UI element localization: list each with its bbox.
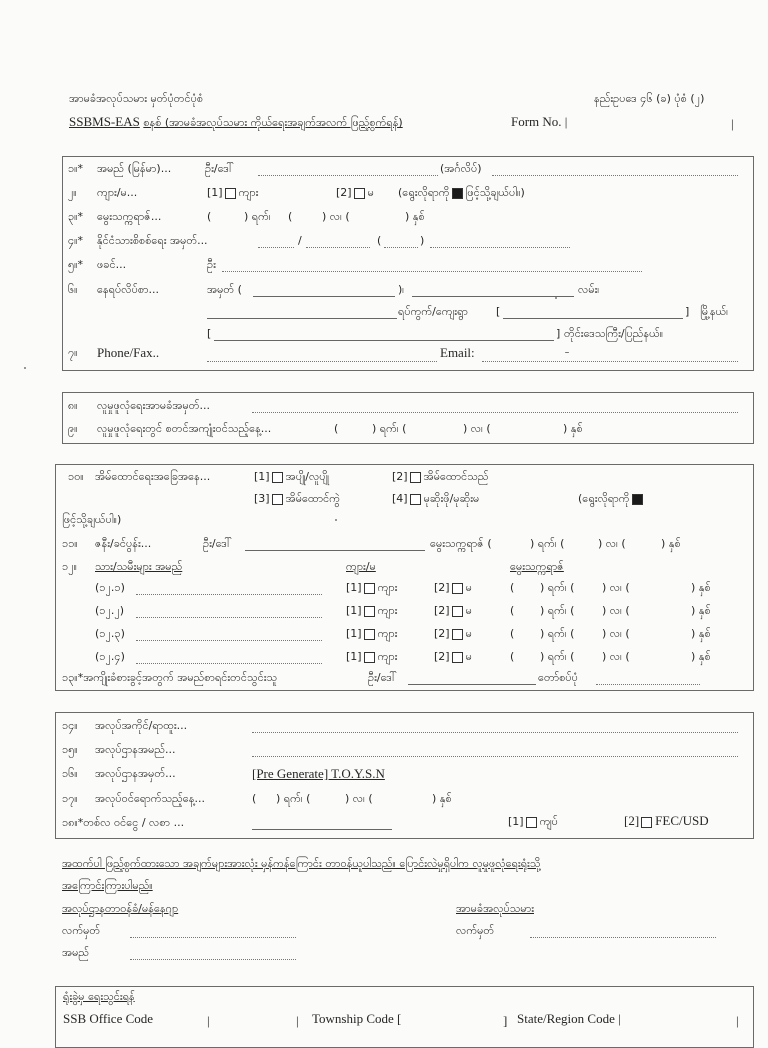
- child-day-unit: ) ရက်၊ (: [540, 627, 575, 640]
- dob-label: မွေးသက္ကရာဇ်...: [97, 210, 162, 223]
- row11-number: ၁၁။: [62, 537, 78, 550]
- option-number: [1]: [346, 604, 362, 617]
- child-male-checkbox[interactable]: [364, 629, 375, 640]
- dob-open-paren: (: [207, 210, 212, 223]
- option-text: အိမ်ထောင်ကွဲ: [285, 492, 340, 505]
- option-text: ကျား: [377, 581, 398, 594]
- option-text: မ: [465, 627, 472, 640]
- employer-sign-field[interactable]: [130, 926, 296, 938]
- dob-year-field[interactable]: [362, 212, 402, 223]
- dob-month-field[interactable]: [294, 212, 318, 223]
- dob-text: မွေးသက္ကရာဇ်: [430, 537, 484, 550]
- name-english-label: (အင်္ဂလိပ်): [440, 162, 482, 175]
- ssb-office-code-open: |: [207, 1013, 210, 1028]
- father-name-field[interactable]: [222, 260, 642, 272]
- father-prefix: ဦး: [207, 258, 216, 271]
- child-name-field[interactable]: [136, 583, 322, 595]
- unit-text: ရက်၊: [537, 537, 557, 550]
- workplace-number-value: [Pre Generate] T.O.Y.S.N: [252, 766, 385, 781]
- child-day-unit: ) ရက်၊ (: [540, 581, 575, 594]
- child-index: (၁၂.၃): [95, 627, 125, 640]
- option-number: [2]: [434, 650, 450, 663]
- scan-speck: [24, 367, 26, 369]
- unit-text: ရက်၊: [379, 422, 399, 435]
- filled-box-icon: [452, 188, 463, 199]
- nrc-slash: /: [298, 234, 302, 247]
- spouse-name-field[interactable]: [245, 539, 425, 551]
- children-label: သား/သမီးများ အမည်: [95, 560, 183, 573]
- declaration-line-1: အထက်ပါ ဖြည့်စွက်ထားသော အချက်များအားလုံး မှန်ကန်ကြောင်း တာဝန်ယူပါသည်။ ပြောင်းလဲမှုရှိပါက လူမှုဖူလုံရေးရုံးသို့: [62, 857, 541, 870]
- gender-option-male[interactable]: [207, 186, 258, 202]
- state-region-code-label: State/Region Code |: [517, 1011, 621, 1026]
- declaration-line-2: အကြောင်းကြားပါမည်။: [62, 879, 153, 892]
- child-gender-female[interactable]: [434, 581, 472, 597]
- coverage-year-field[interactable]: [500, 424, 560, 435]
- child-gender-male[interactable]: [346, 650, 397, 666]
- option-text: ကျား: [238, 186, 259, 199]
- currency-option-kyat[interactable]: [508, 815, 558, 831]
- option-number: [2]: [624, 813, 640, 828]
- option-number: [2]: [434, 604, 450, 617]
- child-gender-female[interactable]: [434, 604, 472, 620]
- father-label: ဖခင်...: [97, 258, 127, 271]
- dob-open-paren: (: [288, 210, 293, 223]
- nrc-label: နိုင်ငံသားစိစစ်ရေး အမှတ်...: [97, 234, 208, 247]
- house-no-text: အမှတ်: [207, 283, 235, 296]
- occupation-label: အလုပ်အကိုင်/ရာထူး...: [95, 719, 188, 732]
- nrc-type-close: ): [420, 234, 425, 247]
- child-index: (၁၂.၂): [95, 604, 125, 617]
- worker-sign-label: လက်မှတ်: [456, 924, 495, 937]
- row6-number: ၆။: [68, 283, 78, 296]
- phone-fax-label: Phone/Fax..: [97, 345, 160, 360]
- name-myanmar-field[interactable]: [258, 164, 438, 176]
- township-code-close: ]: [503, 1013, 508, 1028]
- instruction-text: (ရွေးလိုရာကို: [578, 492, 630, 505]
- coverage-start-label: လူမှုဖူလုံရေးတွင် စတင်အကျုံးဝင်သည့်နေ့...: [97, 422, 272, 435]
- form-no-field[interactable]: [582, 116, 727, 127]
- divorced-checkbox[interactable]: [272, 494, 283, 505]
- phone-fax-field[interactable]: [207, 350, 437, 362]
- email-field[interactable]: [482, 350, 738, 362]
- row4-number: ၄။*: [68, 234, 84, 247]
- workplace-name-field[interactable]: [252, 745, 738, 757]
- child-gender-female[interactable]: [434, 627, 472, 643]
- street-field[interactable]: [412, 285, 574, 297]
- child-female-checkbox[interactable]: [452, 629, 463, 640]
- employment-start-label: အလုပ်ဝင်ရောက်သည့်နေ့...: [95, 792, 205, 805]
- option-number: [2]: [392, 470, 408, 483]
- selection-instruction: [398, 186, 525, 202]
- form-no-label: Form No. |: [511, 114, 568, 129]
- unit-text: ရက်၊: [283, 792, 303, 805]
- marital-option-widowed[interactable]: [392, 492, 479, 508]
- nrc-number-field[interactable]: [430, 236, 570, 248]
- female-checkbox[interactable]: [354, 188, 365, 199]
- row5-number: ၅။*: [68, 258, 84, 271]
- workplace-number-label: အလုပ်ဌာနအမှတ်...: [95, 767, 176, 780]
- filled-box-icon: [632, 494, 643, 505]
- form-code-line: [69, 114, 403, 132]
- child-day-unit: ) ရက်၊ (: [540, 604, 575, 617]
- child-index: (၁၂.၁): [95, 581, 125, 594]
- male-checkbox[interactable]: [225, 188, 236, 199]
- scan-speck: [555, 297, 557, 299]
- workplace-name-label: အလုပ်ဌာနအမည်...: [95, 743, 176, 756]
- option-number: [1]: [207, 186, 223, 199]
- option-text: အိမ်ထောင်သည်: [423, 470, 489, 483]
- coverage-open: (: [334, 422, 339, 435]
- dob-day-unit: ) ရက်၊: [244, 210, 271, 223]
- spouse-label: ဇနီး/ခင်ပွန်း...: [95, 537, 152, 550]
- children-gender-header: ကျား/မ: [346, 560, 376, 573]
- child-gender-male[interactable]: [346, 581, 397, 597]
- unit-text: လ၊: [352, 792, 365, 805]
- form-no-end: |: [731, 116, 734, 131]
- unit-text: နှစ်: [570, 422, 583, 435]
- beneficiary-label: ၁၃။*အကျိုးခံစားခွင့်အတွက် အမည်စာရင်းတင်သွင်းသူ: [62, 671, 278, 684]
- region-field[interactable]: [214, 329, 554, 341]
- child-gender-male[interactable]: [346, 627, 397, 643]
- office-use-title: ရုံးခွဲမှ ရေးသွင်းရန်: [63, 990, 135, 1003]
- option-number: [1]: [346, 627, 362, 640]
- instruction-text: ဖြင့်သို့ချယ်ပါ။): [465, 186, 525, 199]
- township-code-label: Township Code [: [312, 1011, 402, 1026]
- nrc-type-field[interactable]: [384, 236, 418, 248]
- unit-text: လ၊: [609, 581, 622, 594]
- option-number: [2]: [434, 627, 450, 640]
- coverage-day-field[interactable]: [340, 424, 368, 435]
- township-label: မြို့နယ်၊: [700, 305, 728, 318]
- occupation-field[interactable]: [252, 721, 738, 733]
- row12-number: ၁၂။: [62, 560, 77, 573]
- rule-reference: နည်းဥပဒေ ၄၆ (ခ) ပုံစံ (၂): [594, 92, 705, 105]
- option-text: မုဆိုးဖို/မုဆိုးမ: [423, 492, 480, 505]
- ssb-office-code-close: |: [296, 1013, 299, 1028]
- row2-number: ၂။: [68, 186, 77, 199]
- unit-text: နှစ်: [698, 627, 711, 640]
- child-dob-open: (: [510, 627, 515, 640]
- employment-start-open: (: [252, 792, 257, 805]
- child-month-unit: ) လ၊ (: [602, 650, 630, 663]
- married-checkbox[interactable]: [410, 472, 421, 483]
- option-text: ကျား: [377, 650, 398, 663]
- marital-instruction: [578, 492, 646, 508]
- option-text: မ: [367, 186, 374, 199]
- widowed-checkbox[interactable]: [410, 494, 421, 505]
- kyat-checkbox[interactable]: [526, 817, 537, 828]
- street-label: လမ်း၊: [578, 283, 600, 296]
- spouse-year-unit: ) နှစ်: [661, 537, 681, 550]
- ward-field[interactable]: [207, 307, 397, 319]
- coverage-year-unit: ) နှစ်: [563, 422, 583, 435]
- unit-text: ရက်၊: [547, 581, 567, 594]
- option-text: မ: [465, 604, 472, 617]
- option-number: [2]: [336, 186, 352, 199]
- beneficiary-prefix: ဦး/ဒေါ်: [368, 671, 397, 684]
- gender-label: ကျား/မ...: [97, 186, 138, 199]
- spouse-prefix: ဦး/ဒေါ်: [203, 537, 232, 550]
- spouse-day-unit: ) ရက်၊ (: [530, 537, 565, 550]
- child-year-unit: ) နှစ်: [691, 581, 711, 594]
- township-open: [: [496, 305, 501, 318]
- option-number: [3]: [254, 492, 270, 505]
- ssb-number-field[interactable]: [252, 401, 738, 413]
- worker-sign-field[interactable]: [530, 926, 716, 938]
- option-text: မ: [465, 650, 472, 663]
- nrc-township-field[interactable]: [306, 236, 370, 248]
- option-text: ကျပ်: [539, 815, 559, 828]
- unit-text: နှစ်: [698, 604, 711, 617]
- child-male-checkbox[interactable]: [364, 652, 375, 663]
- name-english-field[interactable]: [492, 164, 738, 176]
- children-dob-header: မွေးသက္ကရာဇ်: [510, 560, 564, 573]
- beneficiary-name-field[interactable]: [408, 673, 536, 685]
- unit-text: နှစ်: [698, 650, 711, 663]
- child-year-unit: ) နှစ်: [691, 627, 711, 640]
- ssb-number-label: လူမှုဖူလုံရေးအာမခံအမှတ်...: [97, 399, 210, 412]
- instruction-text: (ရွေးလိုရာကို: [398, 186, 450, 199]
- employment-year-unit: ) နှစ်: [432, 792, 452, 805]
- unit-text: ရက်၊: [251, 210, 271, 223]
- row1-number: ၁။*: [68, 162, 84, 175]
- unit-text: လ၊: [609, 627, 622, 640]
- row14-number: ၁၄။: [62, 719, 78, 732]
- fec-usd-checkbox[interactable]: [641, 817, 652, 828]
- child-year-unit: ) နှစ်: [691, 650, 711, 663]
- unit-text: လ၊: [609, 604, 622, 617]
- nrc-state-field[interactable]: [258, 236, 294, 248]
- row15-number: ၁၅။: [62, 743, 78, 756]
- employment-day-unit: ) ရက်၊ (: [276, 792, 311, 805]
- unit-text: နှစ်: [412, 210, 425, 223]
- insured-worker-label: အာမခံအလုပ်သမား: [456, 902, 535, 915]
- row16-number: ၁၆။: [62, 767, 78, 780]
- house-no-label: အမှတ် (: [207, 283, 242, 296]
- region-label: တိုင်းဒေသကြီး/ပြည်နယ်။: [564, 327, 664, 340]
- spouse-month-unit: ) လ၊ (: [598, 537, 626, 550]
- single-checkbox[interactable]: [272, 472, 283, 483]
- row8-number: ၈။: [68, 399, 78, 412]
- office-use-section: [55, 986, 754, 1048]
- unit-text: လ၊: [609, 650, 622, 663]
- child-female-checkbox[interactable]: [452, 583, 463, 594]
- unit-text: လ၊: [329, 210, 342, 223]
- row3-number: ၃။*: [68, 210, 84, 223]
- coverage-month-unit: ) လ၊ (: [463, 422, 491, 435]
- unit-text: နှစ်: [698, 581, 711, 594]
- child-male-checkbox[interactable]: [364, 606, 375, 617]
- unit-text: လ၊: [470, 422, 483, 435]
- unit-text: နှစ်: [439, 792, 452, 805]
- marital-option-divorced[interactable]: [254, 492, 340, 508]
- currency-option-fec[interactable]: [624, 813, 709, 829]
- child-index: (၁၂.၄): [95, 650, 125, 663]
- spouse-dob-label: မွေးသက္ကရာဇ် (: [430, 537, 492, 550]
- unit-text: ရက်၊: [547, 604, 567, 617]
- child-dob-open: (: [510, 581, 515, 594]
- option-number: [4]: [392, 492, 408, 505]
- option-text: ကျား: [377, 627, 398, 640]
- child-gender-female[interactable]: [434, 650, 472, 666]
- region-close: ]: [556, 327, 561, 340]
- house-no-field[interactable]: [253, 285, 395, 297]
- option-number: [1]: [254, 470, 270, 483]
- row7-number: ၇။: [68, 346, 78, 359]
- form-code: SSBMS-EAS: [69, 114, 140, 129]
- marital-option-married[interactable]: [392, 470, 488, 486]
- marital-status-label: အိမ်ထောင်ရေးအခြေအနေ...: [95, 470, 211, 483]
- ward-label: ရပ်ကွက်/ကျေးရွာ: [398, 305, 468, 318]
- child-month-unit: ) လ၊ (: [602, 627, 630, 640]
- monthly-income-field[interactable]: [252, 818, 392, 830]
- unit-text: ရက်၊: [547, 650, 567, 663]
- marital-option-single[interactable]: [254, 470, 329, 486]
- child-day-unit: ) ရက်၊ (: [540, 650, 575, 663]
- option-number: [1]: [346, 581, 362, 594]
- option-text: FEC/USD: [655, 813, 709, 828]
- scan-speck: [335, 519, 337, 521]
- child-name-field[interactable]: [136, 652, 322, 664]
- gender-option-female[interactable]: [336, 186, 374, 202]
- scan-speck: [565, 352, 569, 353]
- child-year-unit: ) နှစ်: [691, 604, 711, 617]
- ssb-office-code-label: SSB Office Code: [63, 1011, 154, 1026]
- township-field[interactable]: [503, 307, 683, 319]
- house-no-close: )၊: [398, 283, 405, 296]
- unit-text: ရက်၊: [547, 627, 567, 640]
- form-description: စနစ် (အာမခံအလုပ်သမား ကိုယ်ရေးအချက်အလက် ဖြည့်စွက်ရန်): [143, 116, 403, 129]
- email-label: Email:: [440, 345, 475, 360]
- employment-month-unit: ) လ၊ (: [345, 792, 373, 805]
- child-male-checkbox[interactable]: [364, 583, 375, 594]
- child-name-field[interactable]: [136, 629, 322, 641]
- beneficiary-relation-field[interactable]: [596, 673, 700, 685]
- child-name-field[interactable]: [136, 606, 322, 618]
- dob-year-unit: ) နှစ်: [405, 210, 425, 223]
- monthly-income-label: ၁၈။*တစ်လ ဝင်ငွေ / လစာ ...: [62, 816, 185, 829]
- employer-name-label: အမည်: [62, 946, 90, 959]
- option-text: မ: [465, 581, 472, 594]
- employer-sign-label: လက်မှတ်: [62, 924, 101, 937]
- row10-number: ၁၀။: [68, 470, 84, 483]
- option-text: ကျား: [377, 604, 398, 617]
- coverage-month-field[interactable]: [420, 424, 460, 435]
- option-number: [1]: [346, 650, 362, 663]
- dob-day-field[interactable]: [213, 212, 239, 223]
- region-open: [: [207, 327, 212, 340]
- name-myanmar-label: အမည် (မြန်မာ)...: [97, 162, 172, 175]
- name-prefix: ဦး/ဒေါ်: [205, 162, 234, 175]
- unit-text: နှစ်: [668, 537, 681, 550]
- option-number: [1]: [508, 815, 524, 828]
- unit-text: လ၊: [605, 537, 618, 550]
- child-female-checkbox[interactable]: [452, 652, 463, 663]
- child-gender-male[interactable]: [346, 604, 397, 620]
- option-text: အပျို/လူပျို: [285, 470, 329, 483]
- beneficiary-relation-label: တော်စပ်ပုံ: [538, 671, 578, 684]
- address-label: နေရပ်လိပ်စာ...: [97, 283, 160, 296]
- employer-rep-label: အလုပ်ဌာနတာဝန်ခံ/မန်နေဂျာ: [62, 902, 179, 915]
- state-region-code-close: |: [736, 1013, 739, 1028]
- coverage-day-unit: ) ရက်၊ (: [372, 422, 407, 435]
- child-female-checkbox[interactable]: [452, 606, 463, 617]
- option-number: [2]: [434, 581, 450, 594]
- marital-instruction-tail: ဖြင့်သို့ချယ်ပါ။): [62, 513, 122, 526]
- nrc-type-open: (: [377, 234, 382, 247]
- dob-month-unit: ) လ၊ (: [322, 210, 350, 223]
- child-month-unit: ) လ၊ (: [602, 581, 630, 594]
- row9-number: ၉။: [68, 422, 78, 435]
- row17-number: ၁၇။: [62, 792, 78, 805]
- township-close: ]: [685, 305, 690, 318]
- employer-name-field[interactable]: [130, 948, 296, 960]
- child-dob-open: (: [510, 604, 515, 617]
- child-month-unit: ) လ၊ (: [602, 604, 630, 617]
- child-dob-open: (: [510, 650, 515, 663]
- form-org-title: အာမခံအလုပ်သမား မှတ်ပုံတင်ပုံစံ: [69, 92, 204, 105]
